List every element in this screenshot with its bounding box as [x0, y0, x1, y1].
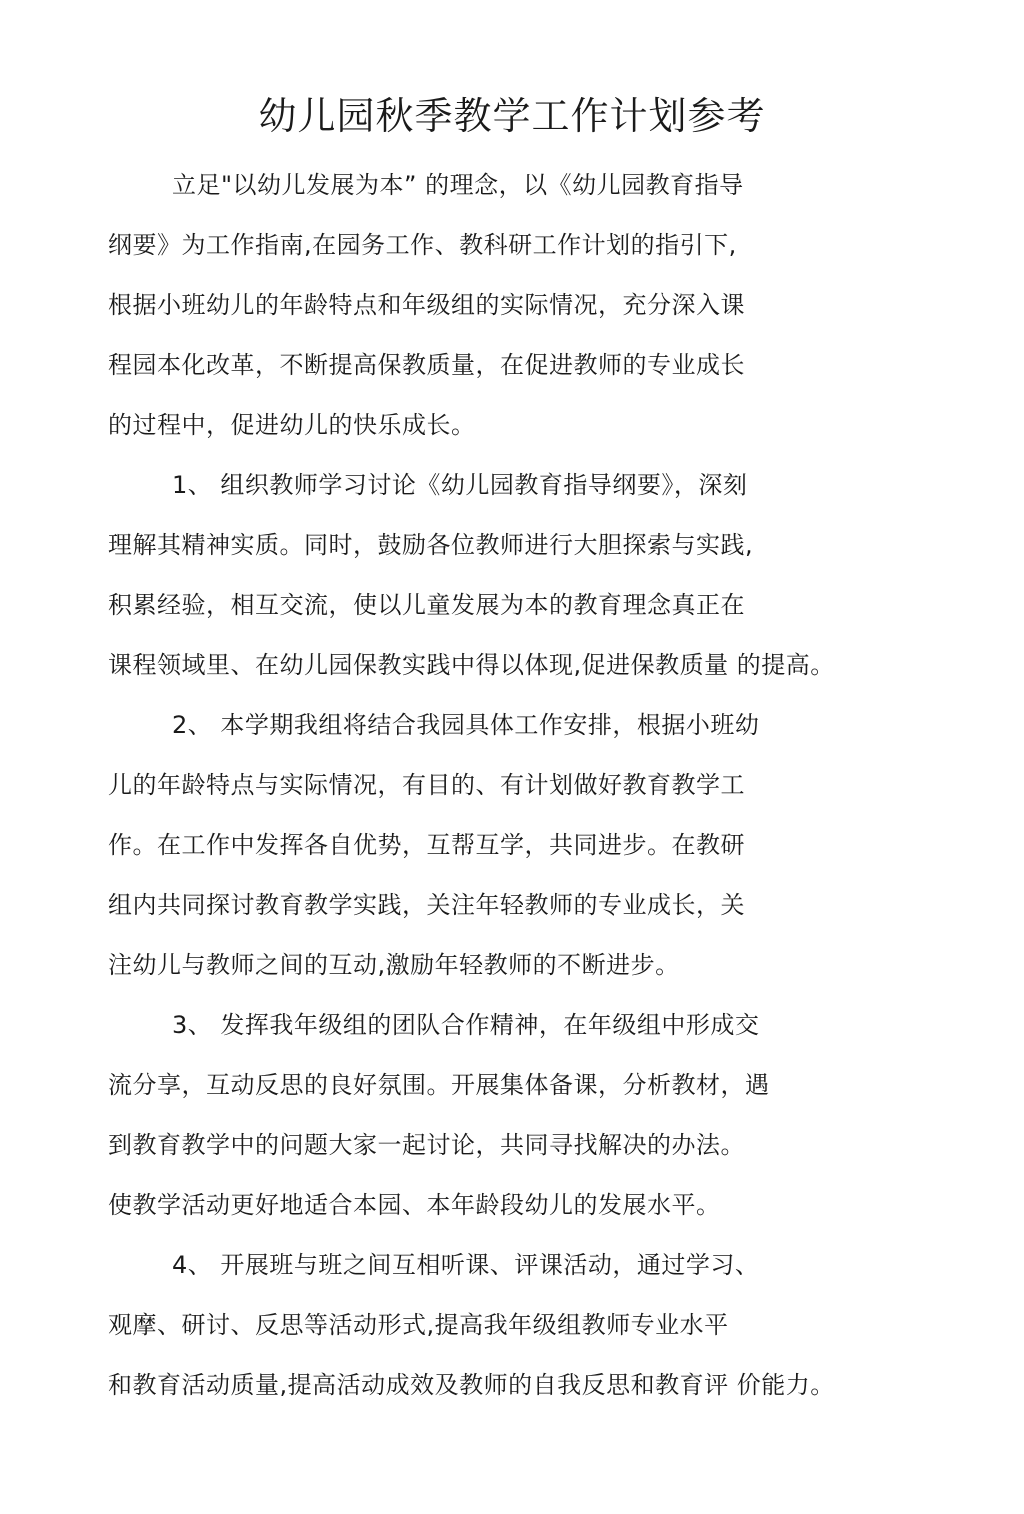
paragraph-3-line-0: 3、 发挥我年级组的团队合作精神，在年级组中形成交 — [172, 1011, 760, 1039]
paragraph-2-line-2: 作。在工作中发挥各自优势，互帮互学，共同进步。在教研 — [108, 831, 745, 859]
paragraph-0-line-2: 根据小班幼儿的年龄特点和年级组的实际情况，充分深入课 — [108, 291, 745, 319]
paragraph-2-line-1: 儿的年龄特点与实际情况，有目的、有计划做好教育教学工 — [108, 771, 745, 799]
paragraph-0-line-3: 程园本化改革，不断提高保教质量，在促进教师的专业成长 — [108, 351, 745, 379]
paragraph-0-line-1: 纲要》为工作指南,在园务工作、教科研工作计划的指引下, — [108, 231, 737, 259]
paragraph-3-line-1: 流分享，互动反思的良好氛围。开展集体备课，分析教材，遇 — [108, 1071, 770, 1099]
document-title: 幼儿园秋季教学工作计划参考 — [258, 94, 766, 138]
paragraph-3-line-3: 使教学活动更好地适合本园、本年龄段幼儿的发展水平。 — [108, 1191, 721, 1219]
paragraph-4-line-2: 和教育活动质量,提高活动成效及教师的自我反思和教育评 价能力。 — [108, 1371, 835, 1399]
paragraph-2-line-3: 组内共同探讨教育教学实践，关注年轻教师的专业成长，关 — [108, 891, 745, 919]
paragraph-1-line-2: 积累经验，相互交流，使以儿童发展为本的教育理念真正在 — [108, 591, 745, 619]
paragraph-2-line-0: 2、 本学期我组将结合我园具体工作安排，根据小班幼 — [172, 711, 760, 739]
paragraph-1-line-3: 课程领域里、在幼儿园保教实践中得以体现,促进保教质量 的提高。 — [108, 651, 835, 679]
paragraph-1-line-1: 理解其精神实质。同时，鼓励各位教师进行大胆探索与实践, — [108, 531, 754, 559]
paragraph-3-line-2: 到教育教学中的问题大家一起讨论，共同寻找解决的办法。 — [108, 1131, 745, 1159]
paragraph-0-line-4: 的过程中，促进幼儿的快乐成长。 — [108, 411, 476, 439]
paragraph-2-line-4: 注幼儿与教师之间的互动,激励年轻教师的不断进步。 — [108, 951, 680, 979]
paragraph-1-line-0: 1、 组织教师学习讨论《幼儿园教育指导纲要》，深刻 — [172, 471, 748, 499]
paragraph-0-line-0: 立足"以幼儿发展为本” 的理念，以《幼儿园教育指导 — [172, 171, 744, 199]
paragraph-4-line-1: 观摩、研讨、反思等活动形式,提高我年级组教师专业水平 — [108, 1311, 729, 1339]
paragraph-4-line-0: 4、 开展班与班之间互相听课、评课活动，通过学习、 — [172, 1251, 760, 1279]
